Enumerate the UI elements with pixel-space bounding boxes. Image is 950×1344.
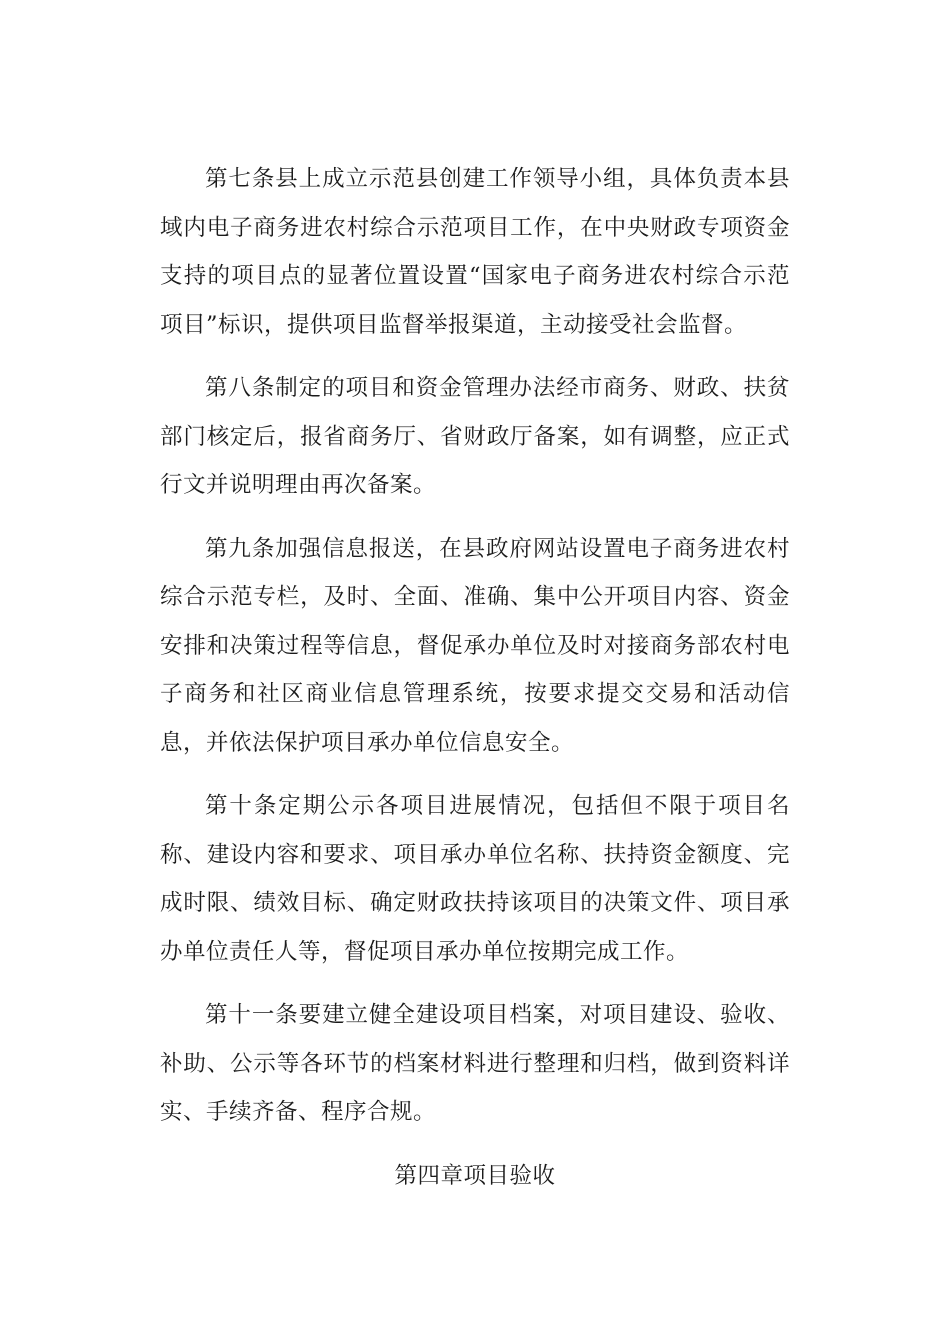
article-10-paragraph: 第十条定期公示各项目进展情况，包括但不限于项目名称、建设内容和要求、项目承办单位名称、扶持资金额度、完成时限、绩效目标、确定财政扶持该项目的决策文件、项目承办单位责任人等，督促项目承办单位按期完成工作。 [160,793,790,965]
article-8-paragraph: 第八条制定的项目和资金管理办法经市商务、财政、扶贫部门核定后，报省商务厅、省财政厅备案，如有调整，应正式行文并说明理由再次备案。 [160,375,790,498]
article-7-paragraph: 第七条县上成立示范县创建工作领导小组，具体负责本县域内电子商务进农村综合示范项目工作，在中央财政专项资金支持的项目点的显著位置设置“国家电子商务进农村综合示范项目”标识，提供项目监督举报渠道，主动接受社会监督。 [160,166,790,338]
article-9-paragraph: 第九条加强信息报送，在县政府网站设置电子商务进农村综合示范专栏，及时、全面、准确、集中公开项目内容、资金安排和决策过程等信息，督促承办单位及时对接商务部农村电子商务和社区商业信息管理系统，按要求提交交易和活动信息，并依法保护项目承办单位信息安全。 [160,535,790,756]
article-11-paragraph: 第十一条要建立健全建设项目档案，对项目建设、验收、补助、公示等各环节的档案材料进行整理和归档，做到资料详实、手续齐备、程序合规。 [160,1002,790,1125]
chapter-heading: 第四章项目验收 [394,1162,556,1189]
document-body [160,155,790,1200]
